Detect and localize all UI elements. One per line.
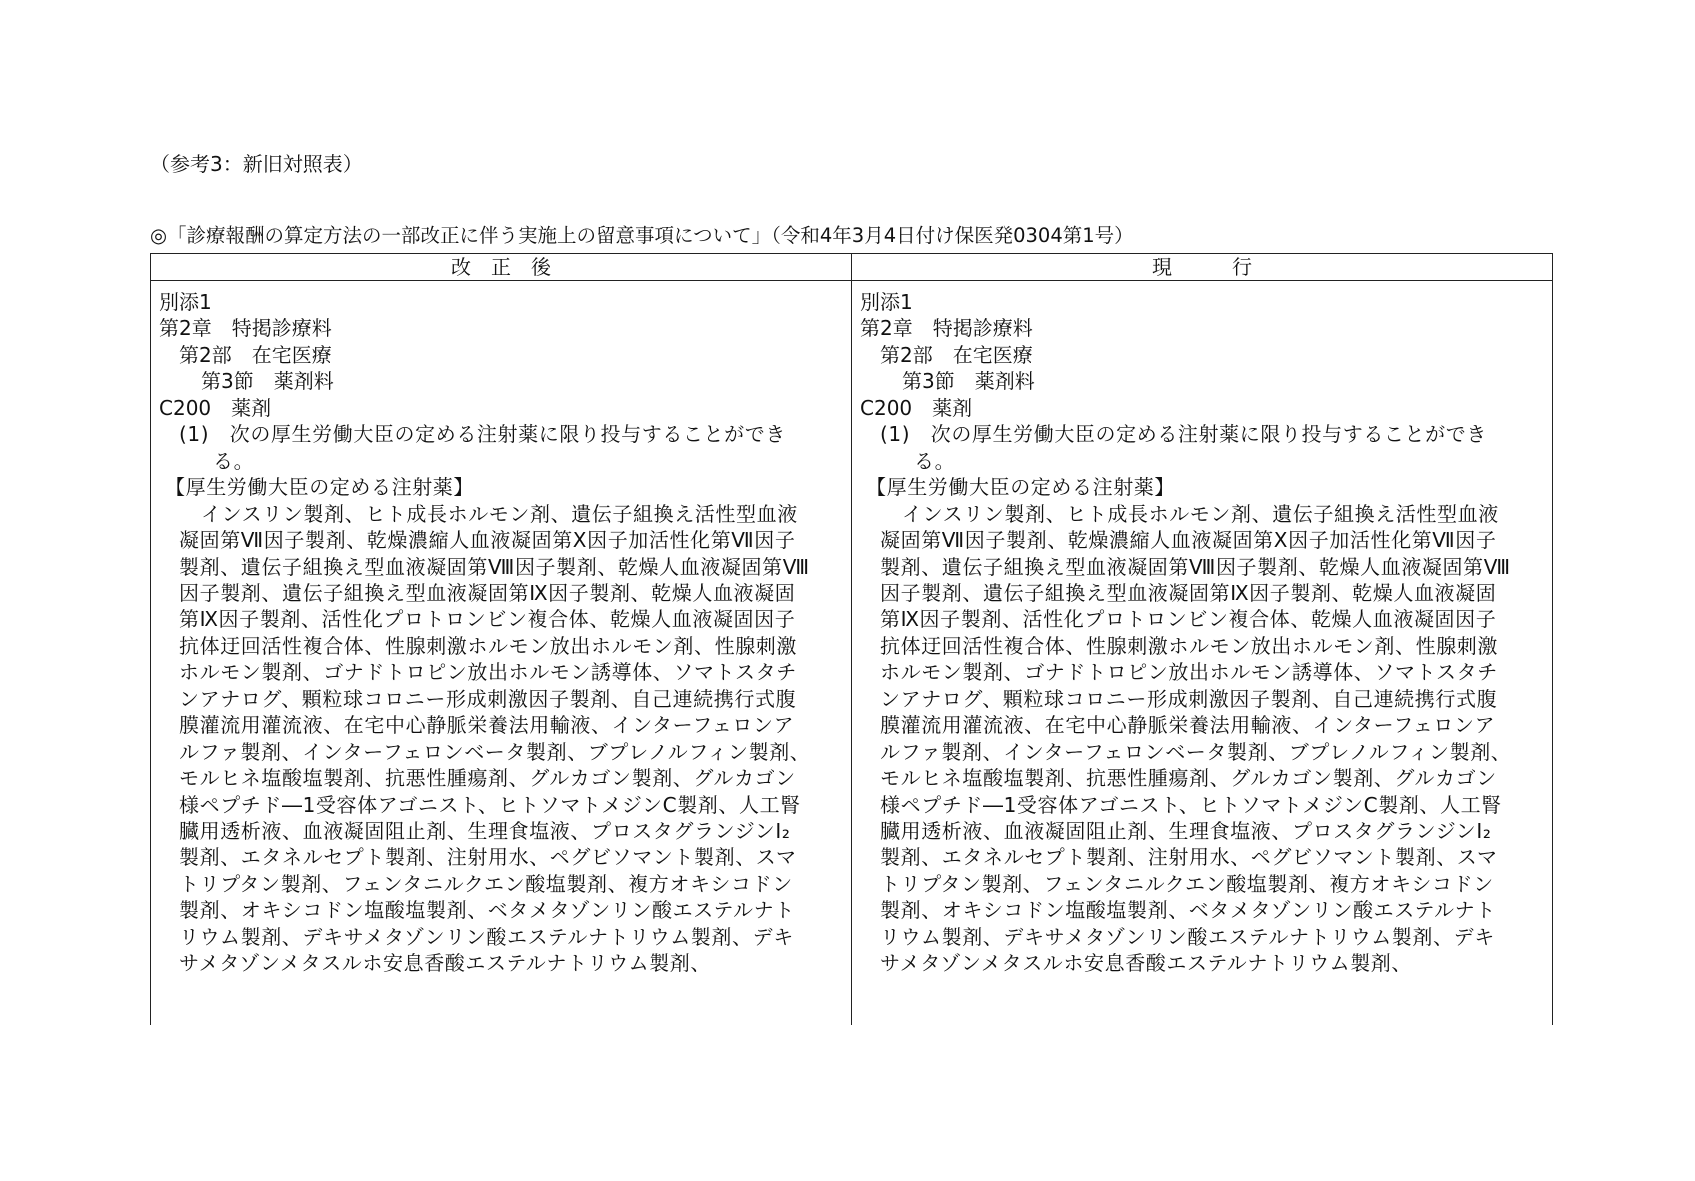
right-text-line: ホルモン製剤、ゴナドトロピン放出ホルモン誘導体、ソマトスタチ xyxy=(880,660,1498,685)
right-text-line: 抗体迂回活性複合体、性腺刺激ホルモン放出ホルモン剤、性腺刺激 xyxy=(880,633,1498,658)
right-text-line: 第3節 薬剤料 xyxy=(902,369,1035,394)
left-text-line: トリプタン製剤、フェンタニルクエン酸塩製剤、複方オキシコドン xyxy=(179,871,793,896)
reference-label: （参考3：新旧対照表） xyxy=(150,152,363,176)
right-text-line: 製剤、エタネルセプト製剤、注射用水、ペグビソマント製剤、スマ xyxy=(880,845,1498,870)
document-title: ◎「診療報酬の算定方法の一部改正に伴う実施上の留意事項について」（令和4年3月4日付け保医発0304第1号） xyxy=(150,224,1134,247)
right-text-line: 様ペプチド―1受容体アゴニスト、ヒトソマトメジンC製剤、人工腎 xyxy=(880,792,1502,817)
right-text-line: 因子製剤、遺伝子組換え型血液凝固第Ⅸ因子製剤、乾燥人血液凝固 xyxy=(880,580,1497,605)
right-text-line: 別添1 xyxy=(860,290,913,314)
revised-column xyxy=(151,281,851,1025)
right-text-line: 第2章 特掲診療料 xyxy=(860,316,1033,341)
right-text-line: 製剤、オキシコドン塩酸塩製剤、ベタメタゾンリン酸エステルナト xyxy=(880,898,1496,923)
left-text-line: (1) 次の厚生労働大臣の定める注射薬に限り投与することができ xyxy=(179,422,786,447)
left-text-line: 膜灌流用灌流液、在宅中心静脈栄養法用輸液、インターフェロンア xyxy=(179,713,795,738)
left-text-line: 第3節 薬剤料 xyxy=(201,369,334,394)
right-text-line: 製剤、遺伝子組換え型血液凝固第Ⅷ因子製剤、乾燥人血液凝固第Ⅷ xyxy=(880,554,1511,579)
right-text-line: サメタゾンメタスルホ安息香酸エステルナトリウム製剤、 xyxy=(880,951,1412,976)
left-text-line: 製剤、遺伝子組換え型血液凝固第Ⅷ因子製剤、乾燥人血液凝固第Ⅷ xyxy=(179,554,810,579)
left-text-line: ホルモン製剤、ゴナドトロピン放出ホルモン誘導体、ソマトスタチ xyxy=(179,660,797,685)
left-text-line: C200 薬剤 xyxy=(159,395,272,420)
left-text-line: 様ペプチド―1受容体アゴニスト、ヒトソマトメジンC製剤、人工腎 xyxy=(179,792,801,817)
left-text-line: る。 xyxy=(213,448,255,473)
header-current: 現 行 xyxy=(1152,255,1252,279)
left-text-line: リウム製剤、デキサメタゾンリン酸エステルナトリウム製剤、デキ xyxy=(179,924,794,949)
left-text-line: ルファ製剤、インターフェロンベータ製剤、ブプレノルフィン製剤、 xyxy=(179,739,811,764)
left-text-line: 抗体迂回活性複合体、性腺刺激ホルモン放出ホルモン剤、性腺刺激 xyxy=(179,633,797,658)
left-text-line: サメタゾンメタスルホ安息香酸エステルナトリウム製剤、 xyxy=(179,951,711,976)
right-text-line: モルヒネ塩酸塩製剤、抗悪性腫瘍剤、グルカゴン製剤、グルカゴン xyxy=(880,766,1497,791)
right-text-line: (1) 次の厚生労働大臣の定める注射薬に限り投与することができ xyxy=(880,422,1487,447)
right-text-line: リウム製剤、デキサメタゾンリン酸エステルナトリウム製剤、デキ xyxy=(880,924,1495,949)
left-text-line: 別添1 xyxy=(159,290,212,314)
right-text-line: 凝固第Ⅶ因子製剤、乾燥濃縮人血液凝固第Ⅹ因子加活性化第Ⅶ因子 xyxy=(880,528,1497,553)
right-text-line: 第Ⅸ因子製剤、活性化プロトロンビン複合体、乾燥人血液凝固因子 xyxy=(880,607,1497,632)
right-text-line: 【厚生労働大臣の定める注射薬】 xyxy=(866,475,1175,500)
left-text-line: 第Ⅸ因子製剤、活性化プロトロンビン複合体、乾燥人血液凝固因子 xyxy=(179,607,796,632)
left-text-line: ンアナログ、顆粒球コロニー形成刺激因子製剤、自己連続携行式腹 xyxy=(179,686,797,711)
left-text-line: インスリン製剤、ヒト成長ホルモン剤、遺伝子組換え活性型血液 xyxy=(201,501,798,526)
right-text-line: トリプタン製剤、フェンタニルクエン酸塩製剤、複方オキシコドン xyxy=(880,871,1494,896)
left-text-line: 因子製剤、遺伝子組換え型血液凝固第Ⅸ因子製剤、乾燥人血液凝固 xyxy=(179,580,796,605)
left-text-line: モルヒネ塩酸塩製剤、抗悪性腫瘍剤、グルカゴン製剤、グルカゴン xyxy=(179,766,796,791)
left-text-line: 製剤、オキシコドン塩酸塩製剤、ベタメタゾンリン酸エステルナト xyxy=(179,898,795,923)
left-text-line: 第2部 在宅医療 xyxy=(179,342,332,367)
right-text-line: 臓用透析液、血液凝固阻止剤、生理食塩液、プロスタグランジンI₂ xyxy=(880,819,1492,843)
header-revised: 改 正 後 xyxy=(451,255,551,279)
left-text-line: 【厚生労働大臣の定める注射薬】 xyxy=(165,475,474,500)
comparison-table xyxy=(150,253,1553,1025)
right-text-line: る。 xyxy=(914,448,956,473)
right-text-line: 第2部 在宅医療 xyxy=(880,342,1033,367)
left-text-line: 製剤、エタネルセプト製剤、注射用水、ペグビソマント製剤、スマ xyxy=(179,845,797,870)
left-text-line: 臓用透析液、血液凝固阻止剤、生理食塩液、プロスタグランジンI₂ xyxy=(179,819,791,843)
right-text-line: インスリン製剤、ヒト成長ホルモン剤、遺伝子組換え活性型血液 xyxy=(902,501,1499,526)
right-text-line: ルファ製剤、インターフェロンベータ製剤、ブプレノルフィン製剤、 xyxy=(880,739,1512,764)
left-text-line: 第2章 特掲診療料 xyxy=(159,316,332,341)
right-text-line: C200 薬剤 xyxy=(860,395,973,420)
right-text-line: ンアナログ、顆粒球コロニー形成刺激因子製剤、自己連続携行式腹 xyxy=(880,686,1498,711)
left-text-line: 凝固第Ⅶ因子製剤、乾燥濃縮人血液凝固第Ⅹ因子加活性化第Ⅶ因子 xyxy=(179,528,796,553)
right-text-line: 膜灌流用灌流液、在宅中心静脈栄養法用輸液、インターフェロンア xyxy=(880,713,1496,738)
current-column xyxy=(852,281,1552,1025)
